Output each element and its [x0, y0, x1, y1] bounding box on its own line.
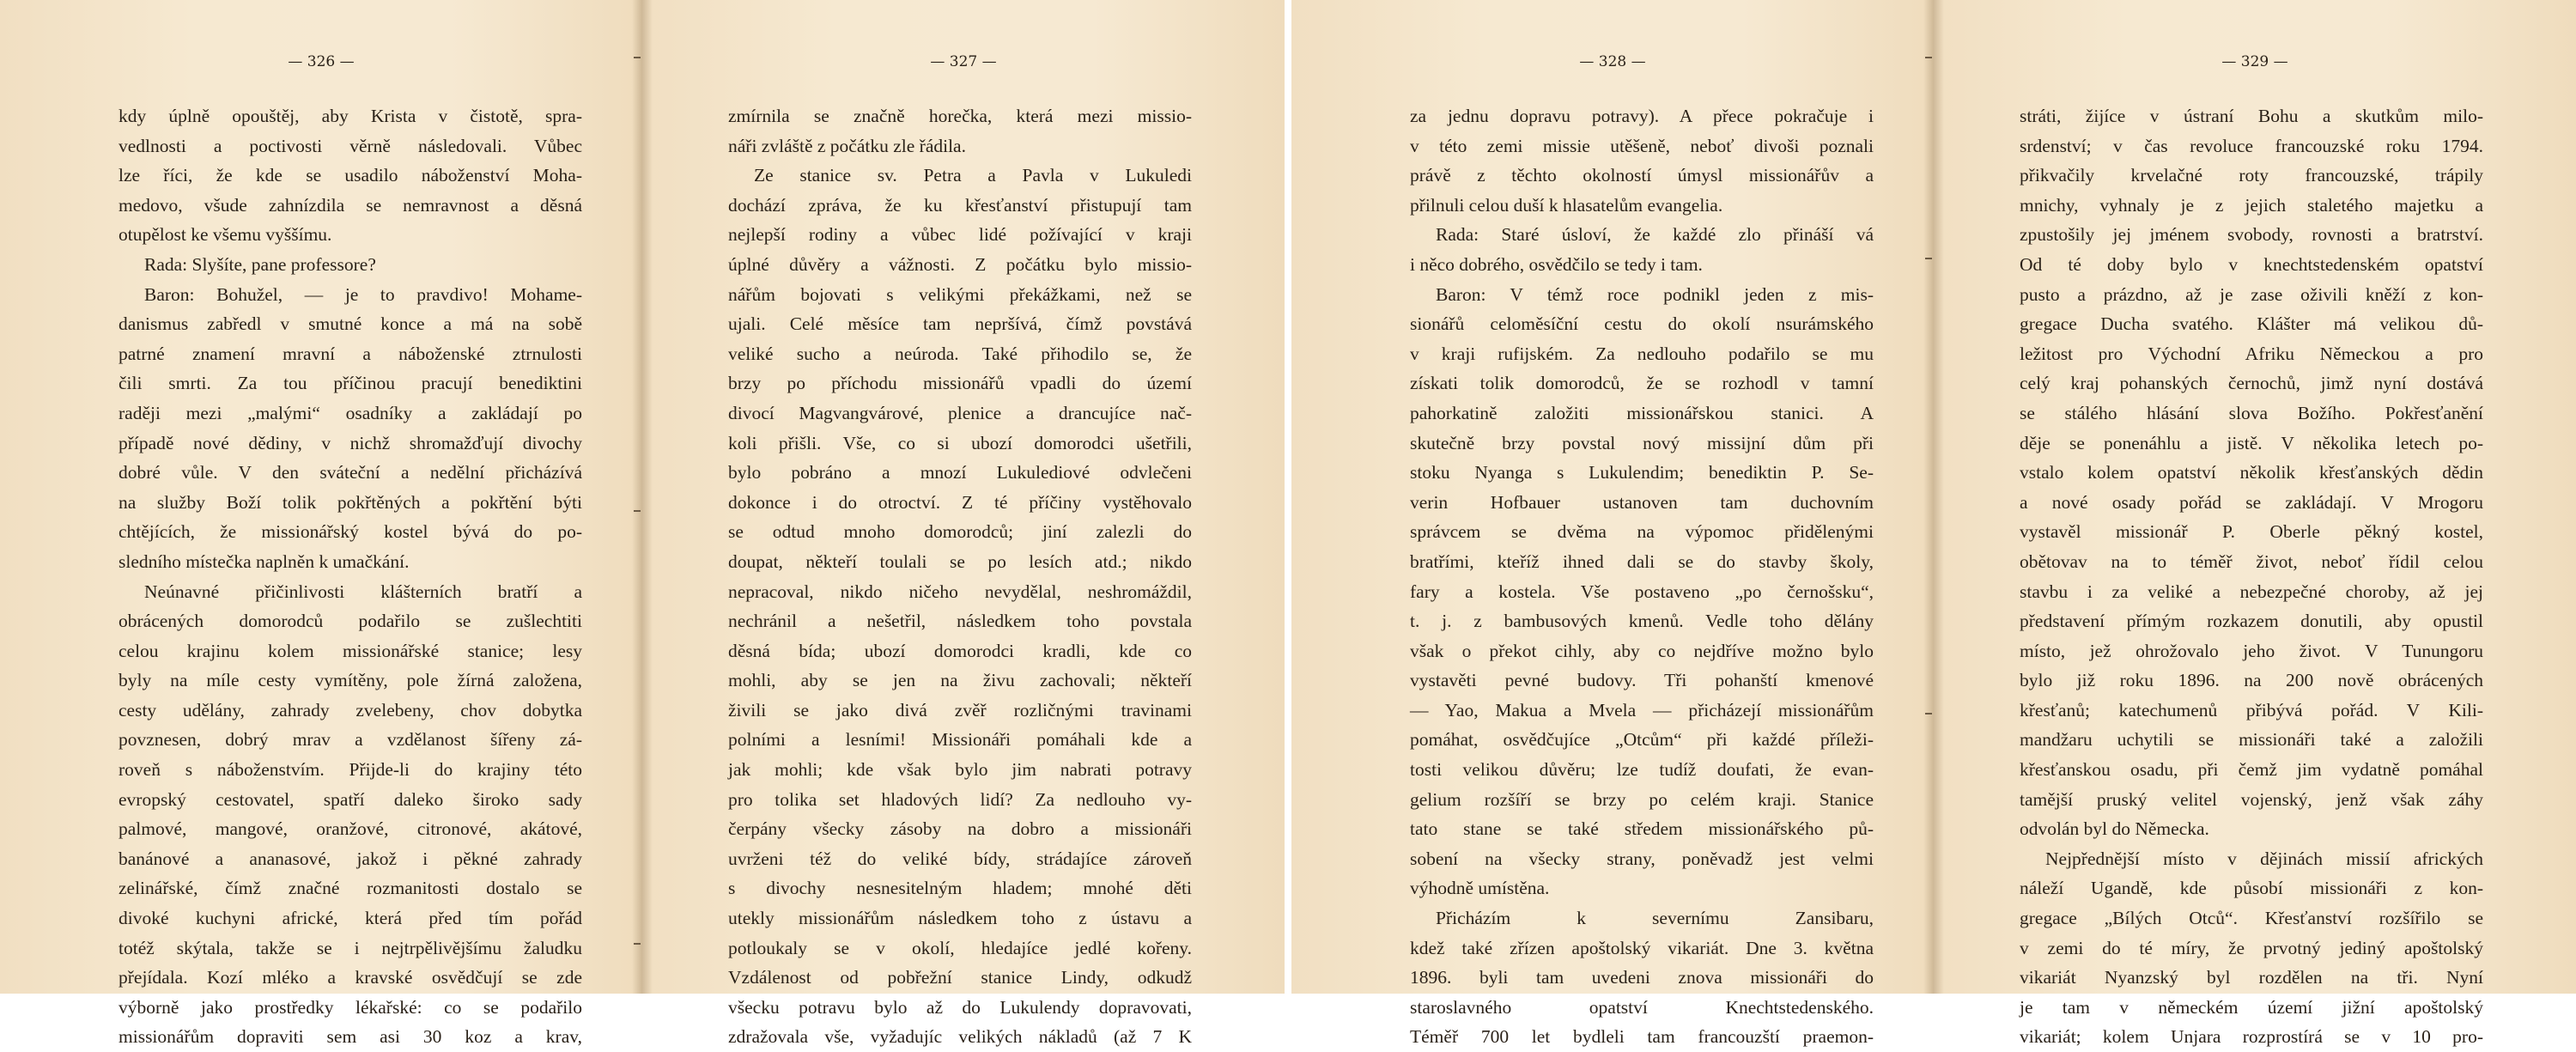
text-line: děsná bída; ubozí domorodci kradli, kde co	[728, 640, 1192, 661]
page-number: — 329 —	[2221, 53, 2288, 70]
page-text	[118, 101, 582, 1052]
page-number: — 327 —	[930, 53, 997, 70]
text-line: mnichy, vyhnaly je z jejich staletého majetku a	[2020, 194, 2483, 216]
text-line: křesťanů; katechumenů přibývá pořád. V Kili-	[2020, 699, 2483, 721]
page-326	[0, 0, 642, 1048]
text-line: staroslavného opatství Knechtstedenského.	[1410, 996, 1874, 1018]
text-line: křesťanskou osadu, při čemž jim vydatně pomáhal	[2020, 759, 2483, 781]
text-line: Baron: Bohužel, — je to pravdivo! Mohame-	[144, 283, 582, 305]
text-line: tato stane se také středem missionářského pů-	[1410, 818, 1874, 840]
text-line: celý kraj pohanských černochů, jimž nyní dostává	[2020, 373, 2483, 394]
text-line: obětovav na to téměř život, neboť řídil celou	[2020, 550, 2483, 572]
text-line: i něco dobrého, osvědčilo se tedy i tam.	[1410, 253, 1703, 275]
text-line: — Yao, Makua a Mvela — přicházejí missionářům	[1410, 699, 1874, 721]
text-line: výhodně umístěna.	[1410, 878, 1550, 899]
text-line: Ze stanice sv. Petra a Pavla v Lukuledi	[754, 165, 1192, 186]
text-line: bylo pobráno a mnozí Lukulediové odvlečeni	[728, 462, 1192, 483]
text-line: Rada: Slyšíte, pane professore?	[144, 253, 376, 275]
page-number: — 326 —	[288, 53, 355, 70]
text-line: gregace „Bílých Otců“. Křesťanství rozšířilo se	[2020, 908, 2483, 929]
text-line: sobení na všecky strany, poněvadž jest velmi	[1410, 848, 1874, 869]
text-line: Od té doby bylo v knechtstedenském opatství	[2020, 253, 2483, 275]
text-line: povznesen, dobrý mrav a vzdělanost šířeny zá-	[118, 729, 582, 751]
text-line: vikariát Nyanzský byl rozdělen na tři. Nyní	[2020, 967, 2483, 988]
text-line: kdy úplně opouštěj, aby Krista v čistotě, spra-	[118, 106, 582, 126]
text-line: cesty udělány, zahrady zvelebeny, chov dobytka	[118, 699, 582, 721]
text-line: zpustošily jej jménem svobody, rovnosti a bratrství.	[2020, 224, 2483, 246]
text-line: za jednu dopravu potravy). A přece pokračuje i	[1410, 106, 1874, 126]
text-line: palmové, mangové, oranžové, citronové, akátové,	[118, 818, 582, 840]
page-text	[2020, 101, 2483, 1052]
text-line: divoké kuchyni africké, která před tím pořád	[118, 908, 582, 929]
text-line: přejídala. Kozí mléko a kravské osvědčují se zde	[118, 967, 582, 988]
text-line: patrné znamení mravní a náboženské ztrnulosti	[118, 343, 582, 364]
text-line: čerpány všecky zásoby na dobro a missionáři	[728, 818, 1192, 840]
text-line: potloukaly se v okolí, hledajíce jedlé kořeny.	[728, 937, 1192, 958]
text-line: mohli, aby se jen na živu zachovali; někteří	[728, 670, 1192, 691]
binding-mark	[634, 510, 641, 512]
text-line: právě z těchto okolností úmysl missionářův a	[1410, 165, 1874, 186]
text-line: děje se ponenáhlu a jistě. V několika letech po-	[2020, 432, 2483, 453]
text-line: tosti velikou důvěru; lze tudíž doufati, že evan-	[1410, 759, 1874, 781]
text-line: vstalo kolem opatství několik křesťanských dědin	[2020, 462, 2483, 483]
text-line: tamější pruský velitel vojenský, jenž však záhy	[2020, 788, 2483, 810]
text-line: gregace Ducha svatého. Klášter má velikou dů-	[2020, 313, 2483, 335]
text-line: brzy po příchodu missionářů vpadli do území	[728, 373, 1192, 394]
text-line: představení přímým rozkazem donutili, aby opustil	[2020, 611, 2483, 632]
text-line: stráti, žijíce v ústraní Bohu a skutkům milo-	[2020, 106, 2483, 126]
text-line: pro tolika set hladových lidí? Za nedlouho vy-	[728, 788, 1192, 810]
text-line: přilnuli celou duší k hlasatelům evangelia.	[1410, 194, 1723, 216]
text-line: nechránil a nešetřil, následkem toho povstala	[728, 611, 1192, 632]
binding-mark	[1925, 258, 1932, 259]
text-line: dobré vůle. V den sváteční a nedělní přicházívá	[118, 462, 582, 483]
page-text	[728, 101, 1192, 1052]
text-line: sionářů celoměsíční cestu do okolí nsurámského	[1410, 313, 1874, 335]
text-line: uvrženi též do veliké bídy, strádajíce zároveň	[728, 848, 1192, 869]
text-line: nejlepší rodiny a vůbec lidé požívající v kraji	[728, 224, 1192, 246]
text-line: správcem se dvěma na výpomoc přidělenými	[1410, 521, 1874, 543]
text-line: dokonce i do otroctví. Z té příčiny vystěhovalo	[728, 491, 1192, 513]
text-line: srdenství; v čas revoluce francouzské roku 1794.	[2020, 135, 2483, 156]
text-line: utekly missionářům následkem toho z ústavu a	[728, 908, 1192, 929]
text-line: pomáhat, osvědčujíce „Otcům“ při každé příleži-	[1410, 729, 1874, 751]
binding-mark	[634, 943, 641, 945]
text-line: Neúnavné přičinlivosti klášterních bratří a	[144, 581, 582, 602]
text-line: chtějících, že missionářský kostel bývá do po-	[118, 521, 582, 543]
text-line: dochází zpráva, že ku křesťanství přistupují tam	[728, 194, 1192, 216]
text-line: medovo, všude zahnízdila se nemravnost a děsná	[118, 194, 582, 216]
text-line: doupat, někteří toulali se po lesích atd.; nikdo	[728, 550, 1192, 572]
text-line: místo, jež ohrožovalo jeho život. V Tunungoru	[2020, 640, 2483, 661]
book-spread-left	[0, 0, 1285, 1048]
text-line: výborně jako prostředky lékařské: co se podařilo	[118, 996, 582, 1018]
page-327	[642, 0, 1285, 1048]
text-line: pusto a prázdno, až je zase oživili kněží z kon-	[2020, 283, 2483, 305]
text-line: je tam v německém území jižní apoštolský	[2020, 996, 2483, 1018]
text-line: v této zemi missie utěšeně, neboť divoši poznali	[1410, 135, 1874, 156]
binding-mark	[1925, 57, 1932, 58]
text-line: živili se jako divá zvěř rozličnými travinami	[728, 699, 1192, 721]
text-line: v zemi do té míry, že prvotný jediný apoštolský	[2020, 937, 2483, 958]
text-line: Rada: Staré úsloví, že každé zlo přináší vá	[1436, 224, 1874, 246]
text-line: náři zvláště z počátku zle řádila.	[728, 135, 966, 156]
text-line: ležitost pro Východní Afriku Německou a pro	[2020, 343, 2483, 364]
text-line: fary a kostela. Vše postaveno „po černošsku“,	[1410, 581, 1874, 602]
text-line: všecku potravu bylo až do Lukulendy dopravovati,	[728, 996, 1192, 1018]
text-line: raději mezi „malými“ osadníky a zakládají po	[118, 402, 582, 423]
text-line: a nové osady pořád se zakládají. V Mrogoru	[2020, 491, 2483, 513]
text-line: 1896. byli tam uvedeni znova missionáři do	[1410, 967, 1874, 988]
text-line: se stálého hlásání slova Božího. Pokřesťanění	[2020, 402, 2483, 423]
text-line: na služby Boží tolik pokřtěných a pokřtění býti	[118, 491, 582, 513]
text-line: však o překot cihly, aby co nejdříve možno bylo	[1410, 640, 1874, 661]
text-line: vikariát; kolem Unjara rozprostírá se v 10 pro-	[2020, 1026, 2483, 1048]
text-line: náleží Ugandě, kde působí missionáři z kon-	[2020, 878, 2483, 899]
text-line: celou krajinu kolem missionářské stanice; lesy	[118, 640, 582, 661]
text-line: byly na míle cesty vymítěny, pole žírná založena,	[118, 670, 582, 691]
binding-mark	[634, 57, 641, 58]
text-line: zelinářské, čímž značné rozmanitosti dostalo se	[118, 878, 582, 899]
text-line: zmírnila se značně horečka, která mezi missio-	[728, 106, 1192, 126]
text-line: danismus zabředl v smutné konce a má na sobě	[118, 313, 582, 335]
text-line: veliké sucho a neúroda. Také přihodilo se, že	[728, 343, 1192, 364]
text-line: přikvačily krvelačné roty francouzské, trápily	[2020, 165, 2483, 186]
text-line: roveň s náboženstvím. Přijde-li do krajiny této	[118, 759, 582, 781]
text-line: čili smrti. Za tou příčinou pracují benediktini	[118, 373, 582, 394]
text-line: otupělost ke všemu vyššímu.	[118, 224, 332, 246]
page-text	[1410, 101, 1874, 1052]
text-line: jak mohli; kde však bylo jim nabrati potravy	[728, 759, 1192, 781]
text-line: odvolán byl do Německa.	[2020, 818, 2209, 840]
text-line: Nejpřednější místo v dějinách missií afrických	[2045, 848, 2483, 869]
text-line: získati tolik domorodců, že se rozhodl v tamní	[1410, 373, 1874, 394]
text-line: úplné důvěry a vážnosti. Z počátku bylo missio-	[728, 253, 1192, 275]
text-line: v kraji rufijském. Za nedlouho podařilo se mu	[1410, 343, 1874, 364]
text-line: banánové a ananasové, jakož i pěkné zahrady	[118, 848, 582, 869]
text-line: polními a lesními! Missionáři pomáhali kde a	[728, 729, 1192, 751]
text-line: vystavěl missionář P. Oberle pěkný kostel,	[2020, 521, 2483, 543]
text-line: verin Hofbauer ustanoven tam duchovním	[1410, 491, 1874, 513]
text-line: kdež také zřízen apoštolský vikariát. Dne 3. května	[1410, 937, 1874, 958]
text-line: stavbu i za veliké a nebezpečné choroby, až jej	[2020, 581, 2483, 602]
text-line: evropský cestovatel, spatří daleko široko sady	[118, 788, 582, 810]
text-line: stoku Nyanga s Lukulendim; benediktin P. Se-	[1410, 462, 1874, 483]
text-line: gelium rozšíří se brzy po celém kraji. Stanice	[1410, 788, 1874, 810]
text-line: případě nové dědiny, v nichž shromažďují divochy	[118, 432, 582, 453]
text-line: nepracoval, nikdo ničeho nevydělal, neshromáždil,	[728, 581, 1192, 602]
text-line: sledního místečka naplněn k umačkání.	[118, 550, 410, 572]
text-line: totéž skýtala, takže se i nejtrpělivějšímu žaludku	[118, 937, 582, 958]
binding-mark	[1925, 713, 1932, 715]
page-number: — 328 —	[1579, 53, 1646, 70]
text-line: missionářům dopraviti sem asi 30 koz a krav,	[118, 1026, 582, 1048]
text-line: zdražovala vše, vyžadujíc velikých nákladů (až 7 K	[728, 1026, 1192, 1048]
text-line: bratřími, kteříž ihned dali se do stavby školy,	[1410, 550, 1874, 572]
text-line: divocí Magvangvárové, plenice a drancujíce nač-	[728, 402, 1192, 423]
text-line: mandžaru uchytili se missionáři také a založili	[2020, 729, 2483, 751]
text-line: obrácených domorodců podařilo se zušlechtiti	[118, 611, 582, 632]
text-line: nářům bojovati s velikými překážkami, než se	[728, 283, 1192, 305]
text-line: Vzdálenost od pobřežní stanice Lindy, odkudž	[728, 967, 1192, 988]
text-line: skutečně brzy povstal nový missijní dům při	[1410, 432, 1874, 453]
page-328	[1291, 0, 1934, 1048]
text-line: Téměř 700 let bydleli tam francouzští praemon-	[1410, 1026, 1874, 1048]
book-spread-right	[1291, 0, 2576, 1048]
text-line: s divochy nesnesitelným hladem; mnohé děti	[728, 878, 1192, 899]
text-line: bylo již roku 1896. na 200 nově obrácených	[2020, 670, 2483, 691]
text-line: t. j. z bambusových kmenů. Vedle toho dělány	[1410, 611, 1874, 632]
text-line: ujali. Celé měsíce tam nepršívá, čímž povstává	[728, 313, 1192, 335]
text-line: lze říci, že kde se usadilo náboženství Moha-	[118, 165, 582, 186]
text-line: vedlnosti a poctivosti věrně následovali. Vůbec	[118, 135, 582, 156]
text-line: vystavěti pevné budovy. Tři pohanští kmenové	[1410, 670, 1874, 691]
text-line: se odtud mnoho domorodců; jiní zalezli do	[728, 521, 1192, 543]
text-line: pahorkatině založiti missionářskou stanici. A	[1410, 402, 1874, 423]
text-line: koli přišli. Vše, co si ubozí domorodci ušetřili,	[728, 432, 1192, 453]
text-line: Baron: V témž roce podnikl jeden z mis-	[1436, 283, 1874, 305]
page-329	[1934, 0, 2576, 1048]
text-line: Přicházím k severnímu Zansibaru,	[1436, 908, 1874, 929]
